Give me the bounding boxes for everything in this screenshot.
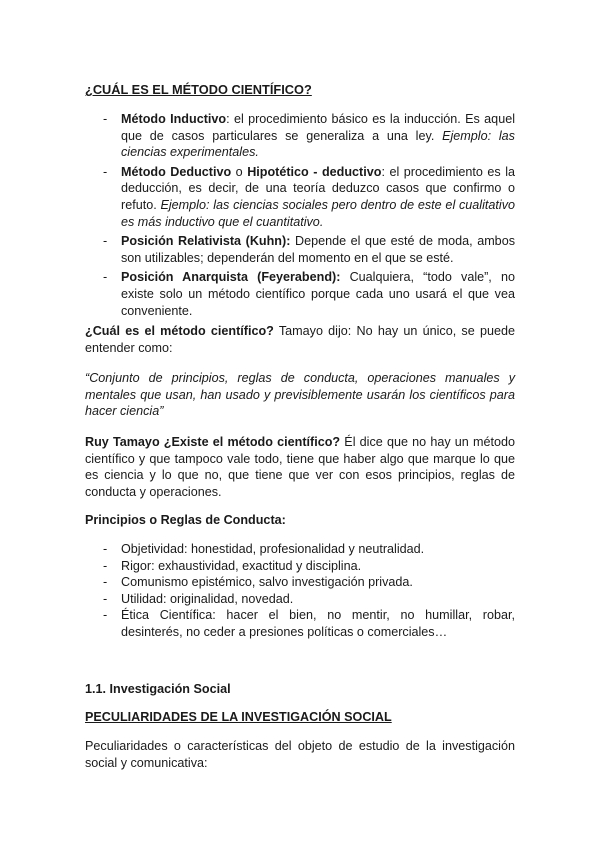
question-paragraph xyxy=(85,323,515,356)
method-name: Posición Relativista (Kuhn): xyxy=(121,234,291,249)
method-name: Método Deductivo xyxy=(121,164,232,179)
question-lead: ¿Cuál es el método científico? xyxy=(85,324,274,338)
bullet-dash: - xyxy=(103,270,108,285)
principle-text: Ética Científica: hacer el bien, no mentir, no humillar, robar, desinterés, no ceder a presiones políticas o comerciales… xyxy=(121,608,515,639)
bullet-dash: - xyxy=(103,234,108,249)
question-text: Tamayo dijo: No hay un único, se puede entender como: xyxy=(85,324,515,355)
main-heading: ¿CUÁL ES EL MÉTODO CIENTÍFICO? xyxy=(85,82,312,97)
principles-title: Principios o Reglas de Conducta: xyxy=(85,513,286,527)
subsection-title: PECULIARIDADES DE LA INVESTIGACIÓN SOCIAL xyxy=(85,710,392,724)
principle-text: Utilidad: originalidad, novedad. xyxy=(121,591,294,606)
principle-text: Rigor: exhaustividad, exactitud y disciplina. xyxy=(121,558,362,573)
method-name: Método Inductivo xyxy=(121,112,227,126)
bullet-dash: - xyxy=(103,608,108,623)
list-item xyxy=(85,607,515,640)
ruy-text: Él dice que no hay un método científico y que tampoco vale todo, tiene que haber algo que marque lo que es ciencia y lo que no, que tiene que ver con esos principios, reglas de conducta y operaciones. xyxy=(85,435,515,499)
list-item xyxy=(85,164,515,230)
bullet-dash: - xyxy=(103,164,108,179)
list-item xyxy=(85,111,515,161)
section-title: 1.1. Investigación Social xyxy=(85,682,231,696)
method-name: Posición Anarquista (Feyerabend): xyxy=(121,270,341,285)
method-description: : el procedimiento es la deducción, es decir, de una teoría deduzco casos que confirmo o refuto. xyxy=(121,164,515,212)
method-example: Ejemplo: las ciencias experimentales. xyxy=(121,128,515,160)
method-connector: o xyxy=(231,164,248,179)
method-name-alt: Hipotético - deductivo xyxy=(247,164,382,179)
method-description: Depende el que esté de moda, ambos son utilizables; dependerán del momento en el que se esté. xyxy=(121,234,515,265)
list-item xyxy=(85,574,515,591)
list-item xyxy=(85,558,515,575)
bullet-dash: - xyxy=(103,112,108,126)
quote-paragraph: “Conjunto de principios, reglas de conducta, operaciones manuales y mentales que usan, han usado y previsiblemente usarán los científicos para hacer ciencia” xyxy=(85,371,515,419)
method-description: : el procedimiento básico es la inducción. Es aquel que de casos particulares se generaliza a una ley. xyxy=(121,112,515,143)
principles-list xyxy=(85,541,515,641)
ruy-paragraph xyxy=(85,434,515,500)
bullet-dash: - xyxy=(103,591,108,606)
bullet-dash: - xyxy=(103,575,108,590)
list-item xyxy=(85,541,515,558)
principle-text: Comunismo epistémico, salvo investigación privada. xyxy=(121,575,413,590)
list-item xyxy=(85,269,515,319)
bullet-dash: - xyxy=(103,542,108,556)
ruy-lead: Ruy Tamayo ¿Existe el método científico? xyxy=(85,435,341,449)
method-example: Ejemplo: las ciencias sociales pero dentro de este el cualitativo es más inductivo que el cuantitativo. xyxy=(121,197,516,229)
bullet-dash: - xyxy=(103,558,108,573)
principle-text: Objetividad: honestidad, profesionalidad y neutralidad. xyxy=(121,542,425,556)
list-item xyxy=(85,591,515,608)
list-item xyxy=(85,233,515,266)
method-description: Cualquiera, “todo vale”, no existe solo un método científico porque cada uno usará el que vea conveniente. xyxy=(121,270,515,318)
methods-list xyxy=(85,111,515,322)
peculiar-paragraph: Peculiaridades o características del objeto de estudio de la investigación social y comunicativa: xyxy=(85,739,515,770)
